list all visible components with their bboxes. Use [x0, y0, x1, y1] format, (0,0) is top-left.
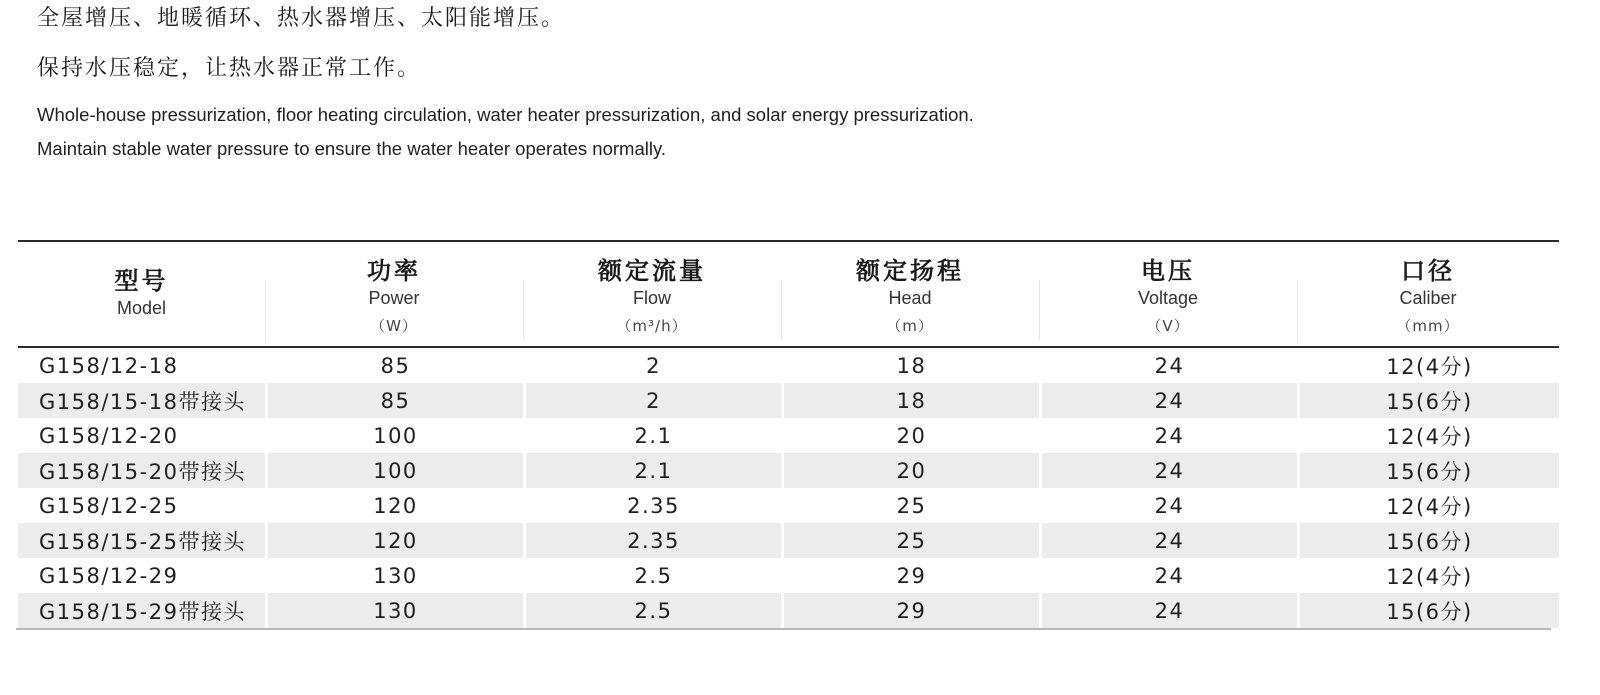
header-flow-zh: 额定流量 [598, 257, 706, 285]
cell-head: 20 [781, 453, 1039, 488]
cell-voltage: 24 [1039, 593, 1297, 628]
cell-flow: 2.35 [523, 523, 781, 558]
header-voltage [1039, 242, 1297, 346]
intro-chinese-line-2: 保持水压稳定，让热水器正常工作。 [37, 56, 422, 81]
header-flow [523, 242, 781, 346]
header-power-unit: （W） [370, 317, 418, 335]
header-flow-unit: （m³/h） [616, 317, 688, 335]
cell-head: 25 [781, 488, 1039, 523]
table-row [18, 453, 1559, 488]
cell-caliber: 12(4分) [1297, 418, 1559, 453]
cell-model: G158/15-25带接头 [18, 523, 265, 558]
table-row [18, 593, 1559, 628]
cell-voltage: 24 [1039, 453, 1297, 488]
cell-model: G158/12-29 [39, 563, 179, 588]
cell-head: 25 [781, 523, 1039, 558]
intro-chinese-line-1: 全屋增压、地暖循环、热水器增压、太阳能增压。 [37, 6, 566, 31]
table-row [18, 418, 1559, 453]
cell-caliber: 15(6分) [1297, 593, 1559, 628]
cell-model: G158/12-25 [39, 493, 179, 518]
cell-model: G158/15-29带接头 [18, 593, 265, 628]
cell-power: 85 [265, 348, 523, 383]
cell-power: 85 [265, 383, 523, 418]
cell-voltage: 24 [1039, 523, 1297, 558]
cell-voltage: 24 [1039, 418, 1297, 453]
cell-model: G158/12-20 [39, 423, 179, 448]
header-power [265, 242, 523, 346]
cell-caliber: 15(6分) [1297, 523, 1559, 558]
cell-voltage: 24 [1039, 348, 1297, 383]
cell-model: G158/12-18 [39, 353, 179, 378]
cell-caliber: 12(4分) [1297, 348, 1559, 383]
cell-flow: 2.1 [523, 453, 781, 488]
cell-flow: 2 [523, 348, 781, 383]
header-head-en: Head [888, 288, 932, 308]
table-row [18, 488, 1559, 523]
header-model-en: Model [116, 298, 167, 318]
table-row [18, 348, 1559, 383]
header-model-zh: 型号 [114, 267, 169, 295]
cell-model: G158/15-18带接头 [18, 383, 265, 418]
header-voltage-unit: （V） [1146, 317, 1190, 335]
header-caliber-zh: 口径 [1401, 257, 1455, 285]
header-caliber-en: Caliber [1399, 288, 1457, 308]
cell-head: 20 [781, 418, 1039, 453]
table-bottom-rule [16, 628, 1551, 630]
header-voltage-zh: 电压 [1141, 257, 1195, 285]
cell-power: 120 [265, 488, 523, 523]
cell-model: G158/15-20带接头 [18, 453, 265, 488]
cell-voltage: 24 [1039, 558, 1297, 593]
cell-caliber: 15(6分) [1297, 383, 1559, 418]
table-row [18, 558, 1559, 593]
header-caliber [1297, 242, 1559, 346]
table-row [18, 523, 1559, 558]
cell-flow: 2 [523, 383, 781, 418]
intro-english-line-2: Maintain stable water pressure to ensure the water heater operates normally. [37, 138, 666, 159]
header-caliber-unit: （mm） [1396, 317, 1460, 335]
header-flow-en: Flow [632, 288, 671, 308]
header-voltage-en: Voltage [1137, 288, 1199, 308]
cell-flow: 2.1 [523, 418, 781, 453]
cell-voltage: 24 [1039, 488, 1297, 523]
cell-power: 100 [265, 453, 523, 488]
header-power-en: Power [368, 288, 420, 308]
header-head-unit: （m） [886, 317, 934, 335]
spec-table [18, 240, 1559, 630]
cell-head: 29 [781, 558, 1039, 593]
header-head-zh: 额定扬程 [856, 257, 964, 285]
header-power-zh: 功率 [367, 257, 421, 285]
intro-english-line-1: Whole-house pressurization, floor heating circulation, water heater pressurization, and solar energy pressurization. [37, 104, 974, 125]
cell-power: 130 [265, 558, 523, 593]
cell-caliber: 12(4分) [1297, 488, 1559, 523]
table-row [18, 383, 1559, 418]
cell-head: 29 [781, 593, 1039, 628]
table-header [18, 242, 1559, 346]
cell-head: 18 [781, 383, 1039, 418]
header-model [18, 242, 265, 346]
cell-power: 100 [265, 418, 523, 453]
header-head [781, 242, 1039, 346]
cell-flow: 2.5 [523, 593, 781, 628]
cell-power: 120 [265, 523, 523, 558]
cell-caliber: 12(4分) [1297, 558, 1559, 593]
cell-head: 18 [781, 348, 1039, 383]
cell-power: 130 [265, 593, 523, 628]
cell-flow: 2.5 [523, 558, 781, 593]
cell-voltage: 24 [1039, 383, 1297, 418]
cell-flow: 2.35 [523, 488, 781, 523]
cell-caliber: 15(6分) [1297, 453, 1559, 488]
